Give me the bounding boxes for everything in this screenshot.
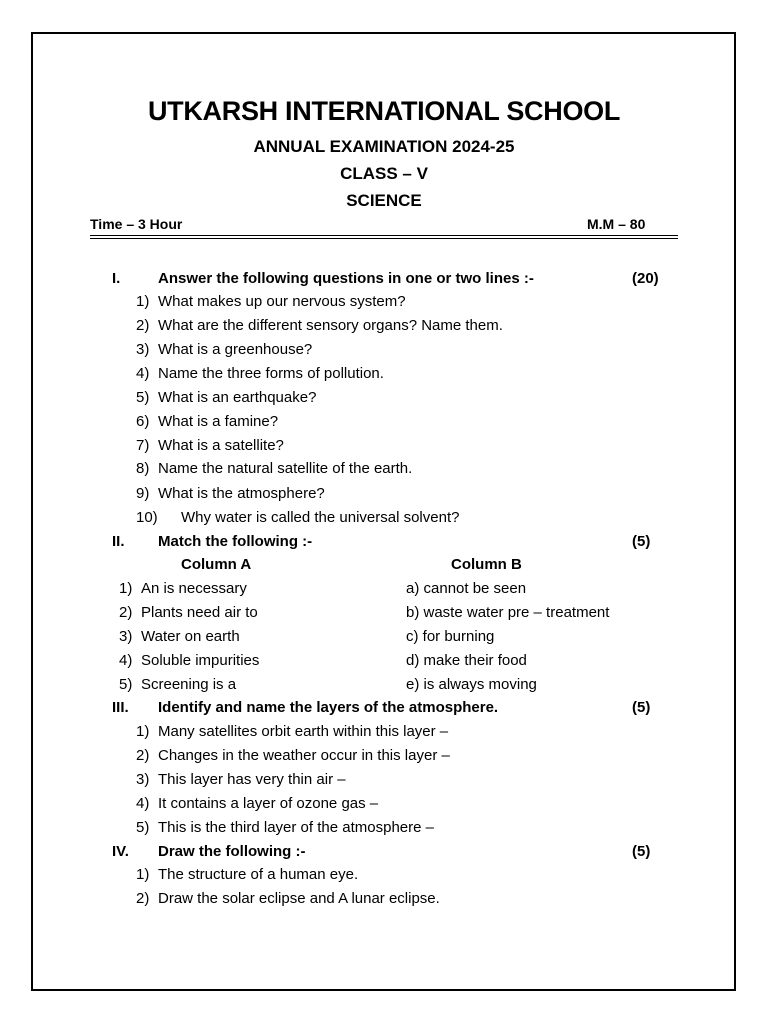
match-column-a: Plants need air to — [141, 604, 258, 621]
exam-title: ANNUAL EXAMINATION 2024-25 — [253, 137, 515, 156]
question-text: Many satellites orbit earth within this layer – — [158, 723, 449, 740]
question-text: What makes up our nervous system? — [158, 293, 406, 310]
match-number: 5) — [119, 676, 133, 693]
question-text: What is a greenhouse? — [158, 341, 313, 358]
question-text: Name the three forms of pollution. — [158, 365, 384, 382]
question-number: 1) — [136, 723, 150, 740]
match-column-a: An is necessary — [141, 580, 247, 597]
question-number: 1) — [136, 293, 150, 310]
question-text: It contains a layer of ozone gas – — [158, 795, 379, 812]
question-number: 7) — [136, 437, 150, 454]
header-rule-top — [90, 235, 678, 236]
question-number: 2) — [136, 317, 150, 334]
match-number: 3) — [119, 628, 133, 645]
match-column-a: Soluble impurities — [141, 652, 260, 669]
question-text: What is a satellite? — [158, 437, 284, 454]
question-number: 4) — [136, 365, 150, 382]
section-3-title: Identify and name the layers of the atmosphere. — [158, 699, 499, 716]
question-number: 6) — [136, 413, 150, 430]
match-column-b: c) for burning — [406, 628, 495, 645]
column-b-header: Column B — [451, 556, 522, 573]
class-label: CLASS – V — [340, 164, 428, 183]
question-number: 10) — [136, 509, 158, 526]
question-number: 5) — [136, 819, 150, 836]
match-column-b: d) make their food — [406, 652, 527, 669]
question-number: 8) — [136, 460, 150, 477]
question-number: 2) — [136, 890, 150, 907]
question-number: 1) — [136, 866, 150, 883]
question-text: Changes in the weather occur in this layer – — [158, 747, 450, 764]
question-text: The structure of a human eye. — [158, 866, 359, 883]
header-rule-bottom — [90, 238, 678, 239]
section-4-title: Draw the following :- — [158, 843, 306, 860]
match-column-b: e) is always moving — [406, 676, 537, 693]
section-1-number: I. — [112, 270, 121, 287]
question-number: 3) — [136, 771, 150, 788]
question-number: 3) — [136, 341, 150, 358]
match-column-b: b) waste water pre – treatment — [406, 604, 610, 621]
column-a-header: Column A — [181, 556, 252, 573]
question-text: What is an earthquake? — [158, 389, 317, 406]
question-number: 4) — [136, 795, 150, 812]
question-text: What is a famine? — [158, 413, 279, 430]
section-2-marks: (5) — [632, 533, 651, 550]
section-1-marks: (20) — [632, 270, 659, 287]
subject-label: SCIENCE — [346, 191, 422, 210]
question-text: Name the natural satellite of the earth. — [158, 460, 413, 477]
question-text: What are the different sensory organs? Name them. — [158, 317, 503, 334]
school-name: UTKARSH INTERNATIONAL SCHOOL — [147, 96, 621, 126]
section-2-number: II. — [112, 533, 125, 550]
time-label: Time – 3 Hour — [90, 216, 183, 232]
question-text: This is the third layer of the atmosphere – — [158, 819, 434, 836]
question-text: Why water is called the universal solvent? — [181, 509, 460, 526]
question-text: What is the atmosphere? — [158, 485, 325, 502]
max-marks-label: M.M – 80 — [587, 216, 646, 232]
question-number: 2) — [136, 747, 150, 764]
question-number: 9) — [136, 485, 150, 502]
match-number: 2) — [119, 604, 133, 621]
question-number: 5) — [136, 389, 150, 406]
question-text: Draw the solar eclipse and A lunar eclipse. — [158, 890, 440, 907]
question-text: This layer has very thin air – — [158, 771, 346, 788]
match-number: 4) — [119, 652, 133, 669]
section-4-number: IV. — [112, 843, 129, 860]
match-column-a: Water on earth — [141, 628, 240, 645]
match-column-a: Screening is a — [141, 676, 237, 693]
section-2-title: Match the following :- — [158, 533, 313, 550]
section-3-number: III. — [112, 699, 129, 716]
section-1-title: Answer the following questions in one or two lines :- — [158, 270, 534, 287]
match-column-b: a) cannot be seen — [406, 580, 527, 597]
section-4-marks: (5) — [632, 843, 651, 860]
section-3-marks: (5) — [632, 699, 651, 716]
match-number: 1) — [119, 580, 133, 597]
